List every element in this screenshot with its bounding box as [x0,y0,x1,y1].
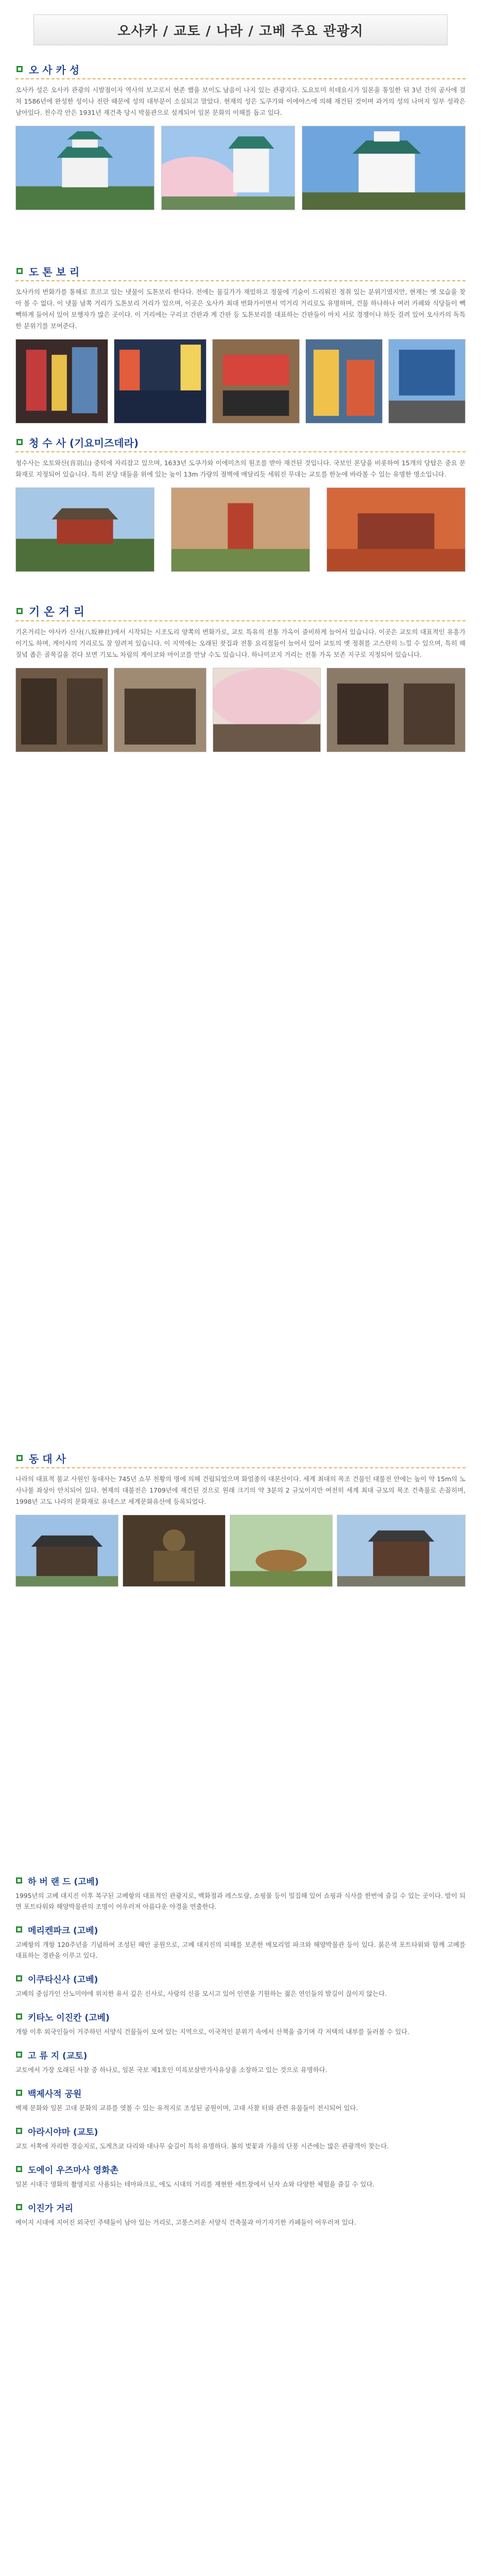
deer-photo [230,1515,333,1587]
section-gion [15,602,466,752]
shop-photo [305,339,383,423]
bullet-icon [15,2165,24,2174]
spot-title: 하 버 랜 드 (고베) [28,1877,99,1887]
section-title: 동 대 사 [29,1452,66,1465]
section-text: 오사카 성은 오사카 관광의 시발점이자 역사의 보고로서 현존 했을 보이도 남음이 나지 있는 관광지다. 도요토미 히데요시가 일본을 통일한 뒤 3년 간의 공사에 걸쳐 1586년에 완성한 성이나 전란 때문에 성의 대부분이 소실되고 말았다. 현재의 성은 도쿠가와 이에야스에 의해 재건된 것이며 과거의 성의 나머지 일부 성곽은 남아있다. 천수각 안은 1931년 재건축 당시 박물관으로 설계되어 일본 문화의 이해를 돕고 있다. [15,86,466,116]
castle-night-photo [302,126,466,210]
temple-gate-photo [337,1515,466,1587]
section-header [15,60,466,79]
list-item [15,2010,466,2037]
section-header [15,433,466,452]
spot-text: 고베의 중심가인 산노미야에 위치한 유서 깊은 신사로, 사랑의 신을 모시고 있어 인연을 기원하는 젊은 연인들의 발길이 끊이지 않는다. [15,1990,387,1997]
photo-row [15,668,466,752]
spot-text: 교토 서쪽에 자리한 경승지로, 도게츠쿄 다리와 대나무 숲길이 특히 유명하다. 봄의 벚꽃과 가을의 단풍 시즌에는 많은 관광객이 찾는다. [15,2142,389,2150]
spot-title: 아라시야마 (교토) [28,2127,98,2138]
bullet-icon [15,1454,24,1462]
spot-text: 1995년의 고베 대지진 이후 복구된 고베항의 대표적인 관광지로, 백화점과 레스토랑, 쇼핑몰 등이 밀집해 있어 쇼핑과 식사를 한번에 즐길 수 있는 곳이다. 밤이 되면 포트타워와 해양박물관의 조명이 어우러져 아름다운 야경을 연출한다. [15,1892,466,1910]
list-item [15,2048,466,2075]
bullet-icon [15,65,24,73]
gion-street-photo [15,668,108,752]
spot-list [15,1874,466,2228]
glico-sign-photo [388,339,466,423]
spot-text: 메이지 시대에 지어진 외국인 주택들이 남아 있는 거리로, 고풍스러운 서양식 건축물과 아기자기한 카페들이 어우러져 있다. [15,2218,356,2226]
section-text: 나라의 대표적 불교 사원인 동대사는 745년 쇼무 천황의 명에 의해 건립되었으며 화엄종의 대본산이다. 세계 최대의 목조 건물인 대불전 안에는 높이 약 15m의 노사나불 좌상이 안치되어 있다. 현재의 대불전은 1709년에 재건된 것으로 원래 크기의 약 3분의 2 규모이지만 여전히 세계 최대 규모의 목조 건축물로 손꼽히며, 1998년 고도 나라의 문화재로 유네스코 세계문화유산에 등록되었다. [15,1475,466,1505]
list-item [15,2163,466,2190]
spot-text: 백제 문화와 일본 고대 문화의 교류를 엿볼 수 있는 유적지로 조성된 공원이며, 고대 사찰 터와 관련 유물들이 전시되어 있다. [15,2104,358,2112]
spot-text: 고베항의 개항 120주년을 기념하여 조성된 해안 공원으로, 고베 대지진의 피해를 보존한 메모리얼 파크와 해양박물관 등이 있다. 붉은색 포트타워와 함께 고베를 대표하는 경관을 이루고 있다. [15,1941,466,1959]
pagoda-photo [171,487,310,572]
section-title: 도 톤 보 리 [29,265,80,278]
section-todaiji [15,1449,466,1587]
spot-text: 교토에서 가장 오래된 사찰 중 하나로, 일본 국보 제1호인 미륵보살반가사유상을 소장하고 있는 것으로 유명하다. [15,2066,328,2074]
street-photo [15,339,108,423]
section-title: 오 사 카 성 [29,63,80,76]
gion-alley-photo [327,668,466,752]
section-osaka-castle [15,60,466,210]
photo-row [15,487,466,572]
castle-photo [15,126,154,210]
page-title: 오사카 / 교토 / 나라 / 고베 주요 관광지 [117,23,364,39]
list-item [15,1874,466,1912]
bullet-icon [15,2051,24,2059]
bullet-icon [15,2013,24,2021]
buddha-photo [123,1515,226,1587]
bullet-icon [15,2089,24,2097]
section-text: 오사카의 번화가를 통해로 흐르고 있는 냇물이 도톤보리 한다다. 전에는 물길가가 재밌하고 정물에 기술이 드리워진 정취 있는 분위기였지만, 현재는 옛 모습을 찾아 볼 수 없다. 이 냇물 남쪽 거리가 도톤보리 거리가 있으며, 이곳은 오사카 최대 번화가이면서 먹거리 거리로도 유명하며, 건물 하나하나 여러 카페와 식당들이 빽빽하게 들어서 있어 보행자가 많은 곳이다. 이 거리에는 구리코 간판과 게 간판 등 도톤보리를 대표하는 간판들이 마치 서로 경쟁이나 하듯 걸려 있어 오사카의 독특한 분위기를 보여준다. [15,288,466,330]
signboard-photo [212,339,300,423]
canal-photo [114,339,207,423]
photo-row [15,1515,466,1587]
section-header [15,262,466,281]
bullet-icon [15,2127,24,2136]
list-item [15,1923,466,1961]
section-header [15,602,466,621]
section-dotonbori [15,262,466,423]
section-title: 청 수 사 (기요미즈데라) [29,436,139,449]
bullet-icon [15,267,24,275]
autumn-temple-photo [327,487,466,572]
photo-row [15,126,466,210]
bullet-icon [15,438,24,446]
spot-title: 이쿠타신사 (고베) [28,1975,98,1985]
spot-title: 도에이 우즈마사 영화촌 [28,2165,119,2176]
list-item [15,2201,466,2228]
bullet-icon [15,1926,24,1934]
spot-text: 개항 이후 외국인들이 거주하던 서양식 건물들이 모여 있는 지역으로, 이국적인 분위기 속에서 산책을 즐기며 각 저택의 내부를 둘러볼 수 있다. [15,2028,409,2036]
page-title-bar [33,14,448,45]
gion-house-photo [114,668,207,752]
list-item [15,2125,466,2151]
section-text: 기온거리는 야사카 신사(八坂神社)에서 시작되는 시조도리 양쪽의 번화가로, 교토 특유의 전통 가옥이 즐비하게 늘어서 있습니다. 이곳은 교토의 대표적인 유흥가이기도 하며, 게이샤의 거리로도 잘 알려져 있습니다. 이 지역에는 오래된 찻집과 전통 요리점들이 늘어서 있어 교토의 옛 정취를 고스란히 느낄 수 있으며, 특히 해질녘 좁은 골목길을 걷다 보면 기모노 차림의 게이코와 마이코를 만날 수도 있습니다. 하나미코지 거리는 전통 가옥 보존 지구로 지정되어 있습니다. [15,628,466,658]
section-text: 청수사는 오토와산(音羽山) 중턱에 자리잡고 있으며, 1633년 도쿠가와 이에미츠의 원조를 받아 재건된 것입니다. 국보인 본당을 비롯하여 15개의 당탑은 중요 문화재로 지정되어 있습니다. 특히 본당 대들을 위에 있는 높이 13m 가량의 절벽에 매달리듯 세워진 무대는 교토를 한눈에 바라볼 수 있는 유명한 명소입니다. [15,459,466,478]
todaiji-photo [15,1515,118,1587]
section-title: 기 온 거 리 [29,605,84,619]
spot-title: 고 류 지 (교토) [28,2051,88,2061]
spot-title: 백제사적 공원 [28,2089,82,2099]
section-header [15,1449,466,1468]
gion-blossom-photo [213,668,321,752]
list-item [15,2087,466,2113]
bullet-icon [15,1877,24,1885]
bullet-icon [15,607,24,615]
spot-title: 키타노 이진칸 (고베) [28,2013,110,2023]
spot-title: 이진가 거리 [28,2204,74,2214]
section-more-spots [15,1871,466,2239]
temple-photo [15,487,154,572]
section-kiyomizu [15,433,466,572]
photo-row [15,339,466,423]
bullet-icon [15,2204,24,2212]
list-item [15,1972,466,1999]
spot-text: 일본 시대극 영화의 촬영지로 사용되는 테마파크로, 에도 시대의 거리를 재현한 세트장에서 닌자 쇼와 다양한 체험을 즐길 수 있다. [15,2180,375,2188]
castle-blossom-photo [161,126,295,210]
spot-title: 메리켄파크 (고베) [28,1926,98,1936]
bullet-icon [15,1975,24,1983]
